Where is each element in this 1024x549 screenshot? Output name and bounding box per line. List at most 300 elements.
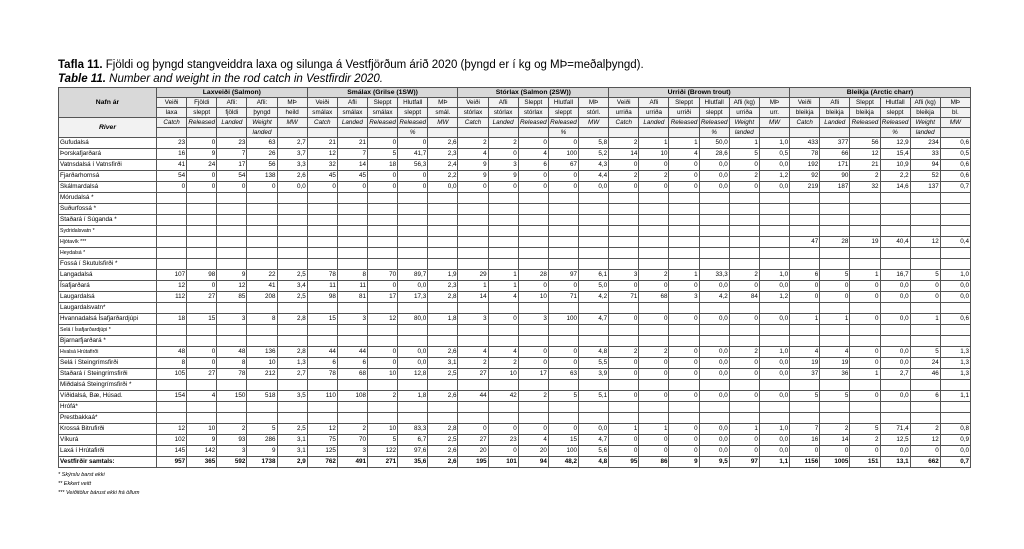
table-cell (669, 237, 699, 248)
header-cell: stórlax (458, 108, 488, 118)
table-cell (609, 215, 639, 226)
table-cell: 0 (669, 446, 699, 457)
table-cell: 0,0 (940, 292, 970, 303)
table-row (59, 446, 971, 457)
table-cell: 12 (910, 435, 940, 446)
table-cell: 0,0 (880, 391, 910, 402)
table-cell (759, 259, 789, 270)
table-cell (157, 325, 187, 336)
header-cell (458, 128, 488, 138)
table-cell: 0,6 (940, 160, 970, 171)
table-row (59, 259, 971, 270)
table-cell (247, 259, 277, 270)
table-cell (669, 215, 699, 226)
table-cell (337, 248, 367, 259)
table-cell: 286 (247, 435, 277, 446)
river-name: Fjarðarhornsá (59, 171, 157, 182)
table-cell: 28 (820, 237, 850, 248)
table-cell (398, 325, 428, 336)
table-cell: 24 (910, 358, 940, 369)
table-cell: 3,5 (277, 391, 307, 402)
header-cell: MÞ (940, 98, 970, 108)
header-cell: Afli (488, 98, 518, 108)
table-cell: 0 (669, 424, 699, 435)
table-cell: 0,0 (880, 314, 910, 325)
table-cell (428, 380, 458, 391)
table-cell: 1,3 (940, 369, 970, 380)
table-cell: 3,1 (277, 446, 307, 457)
table-cell: 66 (820, 149, 850, 160)
table-row (59, 336, 971, 347)
table-cell: 70 (337, 435, 367, 446)
table-cell: 0 (729, 281, 759, 292)
table-cell (187, 237, 217, 248)
table-cell: 50,0 (699, 138, 729, 149)
footnote: ** Ekkert veitt (58, 481, 92, 487)
table-cell: 3,3 (277, 160, 307, 171)
table-cell: 44 (337, 347, 367, 358)
table-cell: 0,0 (759, 435, 789, 446)
table-cell: 0,0 (880, 446, 910, 457)
table-cell: 0,0 (428, 182, 458, 193)
table-cell: 0 (488, 182, 518, 193)
table-cell: 0 (669, 160, 699, 171)
table-cell (940, 402, 970, 413)
table-cell (579, 380, 609, 391)
table-cell (880, 336, 910, 347)
table-cell: 2 (458, 138, 488, 149)
river-name: Staðará í Steingrímsfirði (59, 369, 157, 380)
table-cell: 2 (729, 347, 759, 358)
header-cell (367, 128, 397, 138)
table-cell: 4 (488, 347, 518, 358)
table-cell (548, 226, 578, 237)
river-name: Heydalsá * (59, 248, 157, 259)
table-cell (247, 248, 277, 259)
table-cell: 12,5 (880, 435, 910, 446)
header-cell: smál. (428, 108, 458, 118)
table-cell: 1 (669, 270, 699, 281)
table-cell: 52 (910, 171, 940, 182)
table-cell: 0 (398, 138, 428, 149)
table-cell (518, 259, 548, 270)
table-cell: 518 (247, 391, 277, 402)
table-cell (307, 303, 337, 314)
table-cell: 1,9 (428, 270, 458, 281)
table-cell: 0,0 (880, 358, 910, 369)
table-cell (367, 204, 397, 215)
table-cell (217, 380, 247, 391)
table-cell: 2 (609, 138, 639, 149)
footnote: * Skýrslu barst ekki (58, 472, 105, 478)
table-cell: 14,6 (880, 182, 910, 193)
table-cell: 0 (247, 182, 277, 193)
table-cell (699, 303, 729, 314)
table-cell: 0 (820, 292, 850, 303)
table-cell (277, 303, 307, 314)
table-cell: 0 (367, 182, 397, 193)
table-cell (277, 237, 307, 248)
table-cell: 27 (458, 369, 488, 380)
table-cell: 71,4 (880, 424, 910, 435)
table-cell (820, 402, 850, 413)
table-cell: 1 (820, 314, 850, 325)
table-cell: 0,0 (880, 281, 910, 292)
table-cell: 54 (217, 171, 247, 182)
table-cell (247, 226, 277, 237)
table-cell: 83,3 (398, 424, 428, 435)
table-cell: 5 (820, 391, 850, 402)
table-cell: 0,0 (759, 369, 789, 380)
header-cell: Hlutfall (398, 98, 428, 108)
table-cell: 97 (548, 270, 578, 281)
header-cell: Landed (337, 118, 367, 128)
table-cell: 0 (669, 314, 699, 325)
header-cell (488, 128, 518, 138)
table-cell: 16,7 (880, 270, 910, 281)
table-cell (639, 204, 669, 215)
table-cell: 4 (458, 347, 488, 358)
table-cell: 16 (790, 435, 820, 446)
table-cell (609, 402, 639, 413)
header-cell: bl. (940, 108, 970, 118)
table-cell: 2,2 (428, 171, 458, 182)
table-cell (307, 336, 337, 347)
table-cell (337, 336, 367, 347)
table-cell: 5,6 (579, 446, 609, 457)
table-cell: 20 (458, 446, 488, 457)
table-row (59, 248, 971, 259)
table-cell (518, 237, 548, 248)
header-group: Urriði (Brown trout) (609, 88, 790, 98)
table-cell: 36 (820, 369, 850, 380)
header-cell: Weight (247, 118, 277, 128)
table-cell (277, 204, 307, 215)
table-cell: 0 (337, 182, 367, 193)
table-cell (398, 413, 428, 424)
table-cell (488, 237, 518, 248)
table-cell (277, 215, 307, 226)
table-cell (277, 248, 307, 259)
table-cell: 1,0 (759, 424, 789, 435)
table-cell: 0 (850, 446, 880, 457)
table-cell: 1,0 (940, 270, 970, 281)
table-cell: 1738 (247, 457, 277, 468)
header-cell (639, 128, 669, 138)
table-cell: 2,6 (428, 391, 458, 402)
header-cell (307, 128, 337, 138)
table-cell: 0,0 (699, 369, 729, 380)
table-row (59, 292, 971, 303)
table-cell (428, 248, 458, 259)
table-cell (639, 380, 669, 391)
table-cell: 0 (729, 446, 759, 457)
table-cell (790, 226, 820, 237)
table-cell (699, 325, 729, 336)
header-cell: MW (759, 118, 789, 128)
table-cell: 1 (609, 424, 639, 435)
table-cell: 7 (217, 149, 247, 160)
table-cell: 0 (729, 435, 759, 446)
table-cell (850, 248, 880, 259)
table-cell (247, 413, 277, 424)
table-cell (790, 336, 820, 347)
table-cell: 15 (548, 435, 578, 446)
table-cell (729, 237, 759, 248)
header-cell (337, 128, 367, 138)
table-row (59, 149, 971, 160)
table-cell: 0 (548, 281, 578, 292)
table-cell: 2 (639, 270, 669, 281)
table-cell: 3 (337, 446, 367, 457)
table-cell: 136 (247, 347, 277, 358)
table-cell (217, 259, 247, 270)
table-cell (579, 215, 609, 226)
table-cell: 1,0 (759, 138, 789, 149)
header-cell: Released (369, 119, 396, 126)
header-cell: % (699, 128, 729, 138)
table-cell (639, 248, 669, 259)
table-cell (458, 325, 488, 336)
table-cell: 0 (187, 347, 217, 358)
table-cell (729, 248, 759, 259)
table-cell: 4,2 (699, 292, 729, 303)
header-cell: Released (520, 119, 547, 126)
table-cell (759, 193, 789, 204)
header-cell: Afli (kg) (729, 98, 759, 108)
table-cell: 27 (458, 435, 488, 446)
table-cell: 0 (729, 369, 759, 380)
table-cell (699, 402, 729, 413)
table-cell: 0 (729, 358, 759, 369)
header-cell (940, 128, 970, 138)
table-cell: 98 (187, 270, 217, 281)
river-name: Laxá í Hrútafirði (59, 446, 157, 457)
table-cell: 12,8 (398, 369, 428, 380)
table-cell: 0 (729, 391, 759, 402)
table-cell (880, 402, 910, 413)
header-cell: sleppt (548, 108, 578, 118)
table-cell: 17,3 (398, 292, 428, 303)
table-cell: 0,7 (940, 457, 970, 468)
table-cell (277, 259, 307, 270)
table-cell (729, 303, 759, 314)
header-cell: urriða (639, 108, 669, 118)
table-cell: 0 (790, 292, 820, 303)
table-row (59, 303, 971, 314)
table-cell (367, 303, 397, 314)
table-row (59, 380, 971, 391)
table-cell: 5,2 (579, 149, 609, 160)
table-cell: 0 (398, 171, 428, 182)
table-cell: 2,8 (277, 347, 307, 358)
table-cell (157, 380, 187, 391)
table-cell (458, 413, 488, 424)
table-cell: 2 (518, 391, 548, 402)
table-row (59, 325, 971, 336)
table-cell (609, 413, 639, 424)
header-cell: Released (188, 119, 216, 126)
header-cell: Catch (458, 118, 488, 128)
header-cell: Landed (488, 118, 518, 128)
header-cell: Hlutfall (699, 98, 729, 108)
table-row (59, 226, 971, 237)
table-cell (548, 237, 578, 248)
table-cell (518, 336, 548, 347)
river-name: Vestfirðir samtals: (59, 457, 157, 468)
table-cell: 0,0 (880, 347, 910, 358)
header-cell: Weight (729, 118, 759, 128)
table-cell (669, 325, 699, 336)
table-cell: 2 (639, 347, 669, 358)
table-cell: 0,0 (699, 446, 729, 457)
table-cell: 0 (609, 446, 639, 457)
header-cell: Catch (609, 118, 639, 128)
header-cell (518, 128, 548, 138)
table-cell (367, 248, 397, 259)
table-cell: 33 (910, 149, 940, 160)
table-cell: 94 (910, 160, 940, 171)
table-cell: 48,2 (548, 457, 578, 468)
header-cell: Catch (157, 118, 187, 128)
table-cell: 12 (157, 424, 187, 435)
table-cell: 195 (458, 457, 488, 468)
table-cell: 9 (458, 160, 488, 171)
table-row (59, 270, 971, 281)
river-name: Selá í Ísafjarðardjúpi * (59, 325, 157, 336)
table-cell: 0,0 (699, 182, 729, 193)
table-row (59, 391, 971, 402)
table-cell (729, 325, 759, 336)
table-cell: 1005 (820, 457, 850, 468)
table-cell (187, 215, 217, 226)
table-cell: 2,6 (428, 138, 458, 149)
table-cell (157, 413, 187, 424)
table-cell (880, 413, 910, 424)
table-cell: 0 (518, 347, 548, 358)
header-cell: MW (940, 118, 970, 128)
table-cell (247, 303, 277, 314)
table-cell: 0 (910, 281, 940, 292)
table-cell (398, 336, 428, 347)
table-cell: 0 (488, 424, 518, 435)
table-cell: 0,0 (759, 182, 789, 193)
table-row (59, 424, 971, 435)
table-cell (337, 193, 367, 204)
table-cell: 9 (187, 435, 217, 446)
table-cell: 9 (488, 171, 518, 182)
table-cell: 0 (518, 182, 548, 193)
table-cell: 8 (247, 314, 277, 325)
table-cell: 10 (367, 424, 397, 435)
table-cell: 42 (488, 391, 518, 402)
table-cell (940, 325, 970, 336)
river-name: Ísafjarðará (59, 281, 157, 292)
footnote: *** Veiðitölur bárust ekki frá öllum (58, 490, 140, 496)
table-cell (548, 303, 578, 314)
river-name: Laugardalsvatn* (59, 303, 157, 314)
table-cell: 0 (398, 182, 428, 193)
table-cell (579, 259, 609, 270)
table-cell (910, 215, 940, 226)
header-cell: Released (881, 119, 909, 126)
table-cell: 12,9 (880, 138, 910, 149)
table-cell: 0 (609, 182, 639, 193)
header-row-is_top (59, 98, 971, 108)
table-cell: 94 (518, 457, 548, 468)
table-cell (337, 402, 367, 413)
table-cell (639, 325, 669, 336)
table-cell: 10 (488, 369, 518, 380)
table-cell: 44 (307, 347, 337, 358)
table-cell (609, 380, 639, 391)
table-cell (518, 193, 548, 204)
table-cell (850, 259, 880, 270)
table-cell (518, 226, 548, 237)
table-cell (217, 325, 247, 336)
table-cell (247, 380, 277, 391)
table-cell: 145 (157, 446, 187, 457)
table-cell (729, 204, 759, 215)
river-name: Staðará í Súganda * (59, 215, 157, 226)
header-cell: bleikja (820, 108, 850, 118)
table-cell: 151 (850, 457, 880, 468)
table-cell: 3,1 (428, 358, 458, 369)
table-cell (428, 193, 458, 204)
table-cell: 0 (307, 182, 337, 193)
table-cell: 0 (609, 160, 639, 171)
table-cell: 5 (820, 270, 850, 281)
table-cell (729, 193, 759, 204)
table-cell: 0 (609, 391, 639, 402)
table-cell: 2,7 (277, 369, 307, 380)
table-cell: 89,7 (398, 270, 428, 281)
table-cell: 44 (458, 391, 488, 402)
header-cell: MW (277, 118, 307, 128)
table-cell: 6 (790, 270, 820, 281)
table-cell: 5 (729, 149, 759, 160)
table-cell: 68 (639, 292, 669, 303)
table-cell: 23 (488, 435, 518, 446)
table-cell: 2,8 (277, 314, 307, 325)
table-cell: 97 (729, 457, 759, 468)
table-cell (458, 259, 488, 270)
header-cell: bleikja (790, 108, 820, 118)
table-cell: 0 (669, 171, 699, 182)
table-cell (850, 303, 880, 314)
table-row (59, 314, 971, 325)
table-cell (790, 303, 820, 314)
table-cell (548, 193, 578, 204)
table-cell (579, 237, 609, 248)
table-cell (157, 237, 187, 248)
table-row (59, 347, 971, 358)
table-cell (639, 259, 669, 270)
table-cell: 10 (187, 424, 217, 435)
table-cell: 4 (518, 435, 548, 446)
river-name: Hjótavík *** (59, 237, 157, 248)
table-cell (850, 413, 880, 424)
table-cell: 4,2 (579, 292, 609, 303)
table-cell: 28 (518, 270, 548, 281)
table-cell: 95 (609, 457, 639, 468)
table-cell (217, 402, 247, 413)
table-cell (428, 215, 458, 226)
table-cell: 0 (669, 391, 699, 402)
table-cell (850, 402, 880, 413)
header-cell: Veiði (790, 98, 820, 108)
table-cell: 171 (820, 160, 850, 171)
